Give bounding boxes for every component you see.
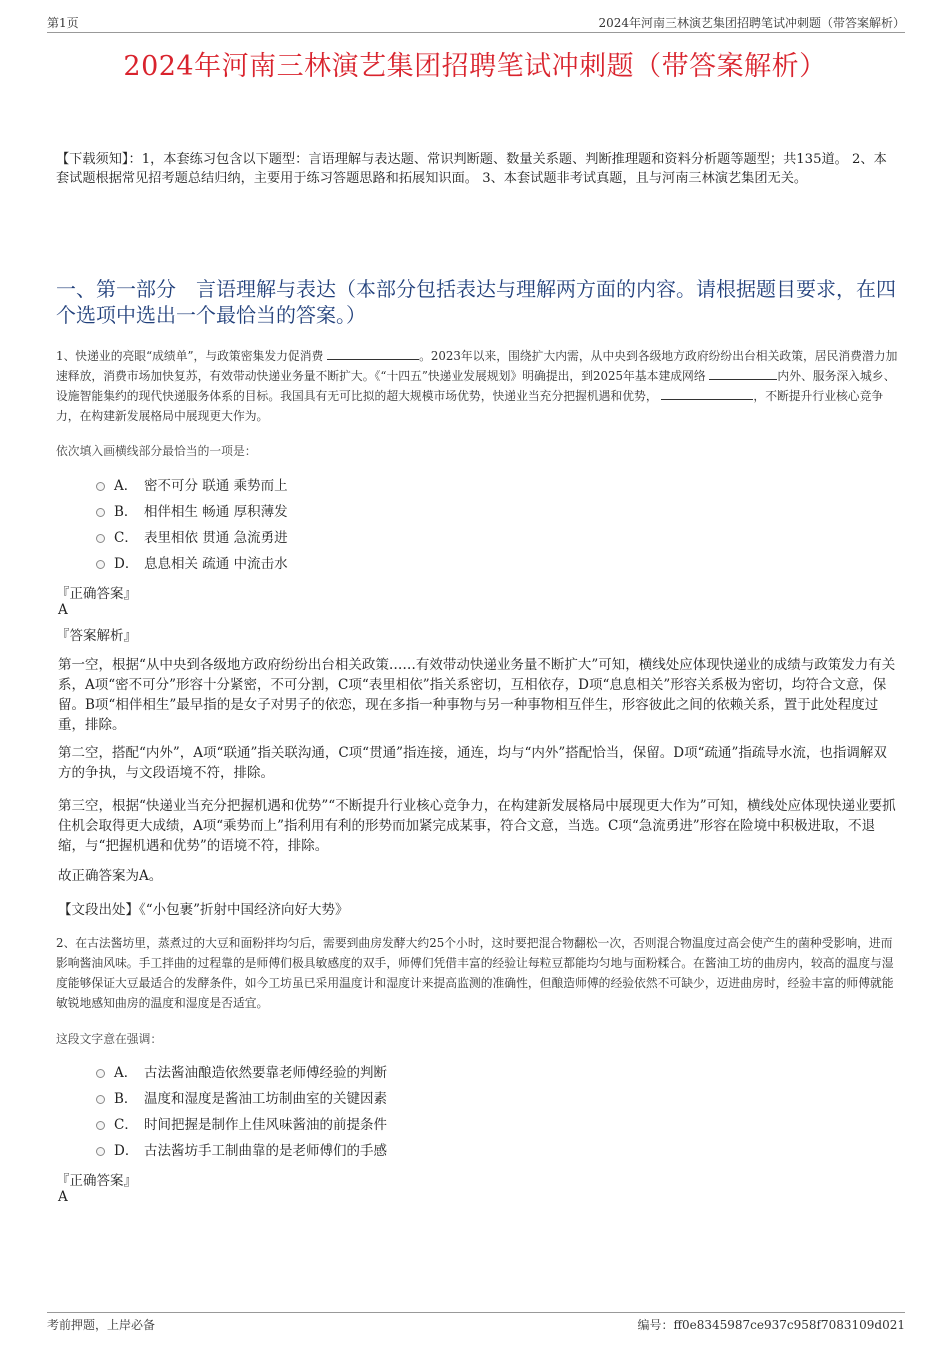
question-2-options [96, 1060, 387, 1164]
question-1-text [56, 346, 898, 426]
download-notice: 【下载须知】：1，本套练习包含以下题型：言语理解与表达题、常识判断题、数量关系题、判断推理题和资料分析题等题型；共135道。 2、本套试题根据常见招考题总结归纳，主要用于练习答题思路和拓展知识面。 3、本套试题非考试真题，且与河南三林演艺集团无关。 [56, 152, 887, 186]
fill-blank [327, 347, 419, 360]
radio-icon[interactable] [96, 482, 105, 491]
fill-blank [709, 367, 777, 380]
analysis-paragraph: 第一空，根据“从中央到各级地方政府纷纷出台相关政策……有效带动快递业务量不断扩大”可知，横线处应体现快递业的成绩与政策发力有关系，A项“密不可分”形容十分紧密，不可分割，C项“表里相依”指关系密切，互相依存，D项“息息相关”形容关系极为密切，均符合文意，保留。B项“相伴相生”最早指的是女子对男子的依恋，现在多指一种事物与另一种事物相互伴生，形容彼此之间的依赖关系，置于此处程度过重，排除。 [58, 657, 896, 733]
analysis-paragraph: 第三空，根据“快递业当充分把握机遇和优势”“不断提升行业核心竞争力，在构建新发展格局中展现更大作为”可知，横线处应体现快递业要抓住机会取得更大成绩，A项“乘势而上”指利用有利的形势而加紧完成某事，符合文意，当选。C项“急流勇进”形容在险境中积极进取，不退缩，与“把握机遇和优势”的语境不符，排除。 [58, 798, 896, 854]
radio-icon[interactable] [96, 560, 105, 569]
page-footer [47, 1312, 905, 1333]
correct-answer-label: 『正确答案』 [56, 586, 137, 602]
q1-text-part: 1、快递业的亮眼“成绩单”，与政策密集发力促消费 [56, 349, 324, 363]
footer-doc-id: 编号：ff0e8345987ce937c958f7083109d021 [637, 1318, 905, 1332]
option-c[interactable]: C． 时间把握是制作上佳风味酱油的前提条件 [96, 1112, 387, 1138]
analysis-conclusion: 故正确答案为A。 [58, 868, 163, 884]
option-b[interactable]: B． 温度和湿度是酱油工坊制曲室的关键因素 [96, 1086, 387, 1112]
radio-icon[interactable] [96, 1095, 105, 1104]
option-d[interactable]: D． 息息相关 疏通 中流击水 [96, 551, 288, 577]
radio-icon[interactable] [96, 1147, 105, 1156]
question-2-prompt: 这段文字意在强调： [56, 1032, 163, 1046]
correct-answer-label: 『正确答案』 [56, 1173, 137, 1189]
page-number: 第1页 [47, 16, 79, 30]
q1-text-part: ，不断提升行业核心竞争力，在构建新发展格局中展现更大作为。 [56, 389, 884, 423]
option-d[interactable]: D． 古法酱坊手工制曲靠的是老师傅们的手感 [96, 1138, 387, 1164]
radio-icon[interactable] [96, 1069, 105, 1078]
question-2-text: 2、在古法酱坊里，蒸煮过的大豆和面粉拌均匀后，需要到曲房发酵大约25个小时，这时要把混合物翻松一次，否则混合物温度过高会使产生的菌种受影响，进而影响酱油风味。手工拌曲的过程靠的是师傅们极具敏感度的双手，师傅们凭借丰富的经验让每粒豆都能均匀地与面粉糅合。在酱油工坊的曲房内，较高的温度与湿度能够保证大豆最适合的发酵条件，如今工坊虽已采用温度计和湿度计来提高监测的准确性，但酿造师傅的经验依然不可缺少，迈进曲房时，经验丰富的师傅就能敏锐地感知曲房的温度和湿度是否适宜。 [56, 936, 894, 1010]
source-citation: 【文段出处】《“小包裹”折射中国经济向好大势》 [58, 902, 349, 918]
option-b[interactable]: B． 相伴相生 畅通 厚积薄发 [96, 499, 288, 525]
correct-answer: A [58, 602, 68, 618]
fill-blank [661, 387, 753, 400]
page-header [47, 14, 905, 33]
analysis-paragraph: 第二空，搭配“内外”，A项“联通”指关联沟通，C项“贯通”指连接，通连，均与“内外”搭配恰当，保留。D项“疏通”指疏导水流，也指调解双方的争执，与文段语境不符，排除。 [58, 745, 887, 781]
analysis-label: 『答案解析』 [56, 628, 137, 644]
q1-text-part: 内外、服务深入城乡、设施智能集约的现代快递服务体系的目标。我国具有无可比拟的超大规模市场优势，快递业当充分把握机遇和优势， [56, 369, 896, 403]
footer-slogan: 考前押题，上岸必备 [47, 1318, 156, 1332]
option-c[interactable]: C． 表里相依 贯通 急流勇进 [96, 525, 288, 551]
radio-icon[interactable] [96, 1121, 105, 1130]
option-a[interactable]: A． 密不可分 联通 乘势而上 [96, 473, 288, 499]
header-doc-title: 2024年河南三林演艺集团招聘笔试冲刺题（带答案解析） [598, 16, 905, 30]
section-heading: 一、第一部分 言语理解与表达（本部分包括表达与理解两方面的内容。请根据题目要求，在四个选项中选出一个最恰当的答案。） [56, 277, 896, 327]
page-title: 2024年河南三林演艺集团招聘笔试冲刺题（带答案解析） [123, 51, 827, 82]
option-a[interactable]: A． 古法酱油酿造依然要靠老师傅经验的判断 [96, 1060, 387, 1086]
correct-answer: A [58, 1189, 68, 1205]
q1-text-part: 。2023年以来，围绕扩大内需，从中央到各级地方政府纷纷出台相关政策，居民消费潜力加速释放，消费市场加快复苏，有效带动快递业务量不断扩大。《“十四五”快递业发展规划》明确提出，到2025年基本建成网络 [56, 349, 898, 383]
question-1-options [96, 473, 288, 577]
question-1-prompt: 依次填入画横线部分最恰当的一项是： [56, 444, 257, 458]
radio-icon[interactable] [96, 534, 105, 543]
radio-icon[interactable] [96, 508, 105, 517]
